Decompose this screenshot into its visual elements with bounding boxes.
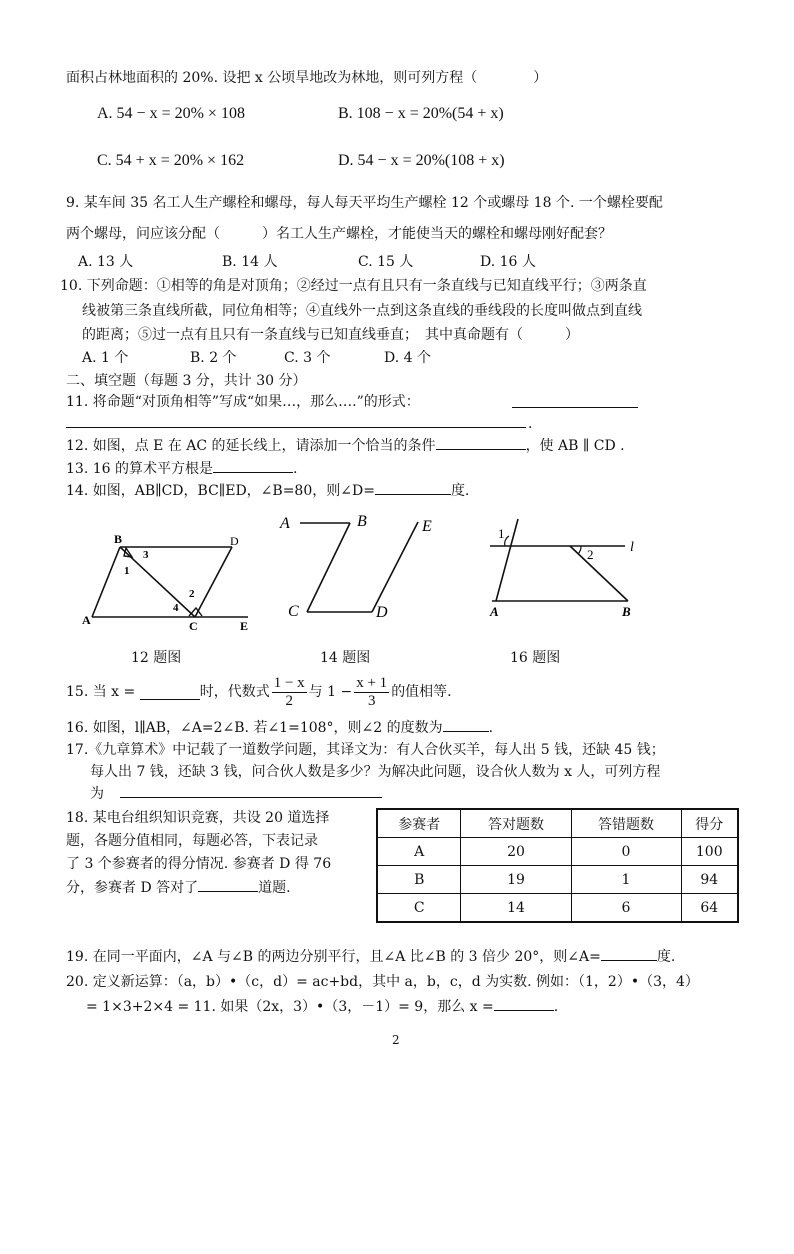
fig12-label-3: 3 <box>143 549 149 561</box>
figure-14 <box>276 506 446 626</box>
table-header-cell: 答对题数 <box>461 809 571 838</box>
q16-line: 16. 如图，l∥AB，∠A=2∠B. 若∠1=108°，则∠2 的度数为 . <box>66 717 493 738</box>
q20-blank[interactable] <box>494 996 554 1011</box>
table-cell: 6 <box>571 894 681 923</box>
q15-fraction-1: $\frac{1 - x}{2}$ <box>273 674 305 709</box>
page-number: 2 <box>392 1033 400 1047</box>
q16-blank[interactable] <box>443 717 489 732</box>
q18-line-4: 分，参赛者 D 答对了 道题. <box>66 877 291 898</box>
table-header-cell: 答错题数 <box>571 809 681 838</box>
table-cell: 64 <box>681 894 738 923</box>
q12-blank[interactable] <box>436 435 526 450</box>
table-cell: 100 <box>681 838 738 866</box>
figure-16 <box>480 515 640 625</box>
q18-line-3: 了 3 个参赛者的得分情况. 参赛者 D 得 76 <box>66 856 332 872</box>
q17-blank[interactable] <box>120 783 382 798</box>
table-header-row <box>377 809 738 838</box>
q8-option-b: B. 108 − x = 20%(54 + x) <box>338 105 504 122</box>
q19-line: 19. 在同一平面内，∠A 与∠B 的两边分别平行，且∠A 比∠B 的 3 倍少 20°，则∠A= 度. <box>66 946 675 967</box>
q9-line-2: 两个螺母，问应该分配（ ）名工人生产螺栓，才能使当天的螺栓和螺母刚好配套？ <box>66 226 612 242</box>
q15-blank[interactable] <box>140 685 200 700</box>
q20-line-1: 20. 定义新运算：（a，b）•（c，d）= ac+bd，其中 a，b，c，d 为实数. 例如：（1，2）•（3，4） <box>66 974 699 990</box>
q8-option-d: D. 54 − x = 20%(108 + x) <box>338 152 505 169</box>
q8-line: 面积占林地面积的 20%. 设把 x 公顷旱地改为林地，则可列方程（ ） <box>66 70 548 86</box>
fig12-label-1: 1 <box>124 565 130 577</box>
q10-line-3: 的距离；⑤过一点有且只有一条直线与已知直线垂直； 其中真命题有（ ） <box>82 327 579 343</box>
table-cell: 1 <box>571 866 681 894</box>
q11-line: 11. 将命题“对顶角相等”写成“如果…，那么….”的形式： <box>66 394 420 410</box>
caption-fig16: 16 题图 <box>510 650 561 666</box>
fig12-label-2: 2 <box>189 588 195 600</box>
table-cell: 94 <box>681 866 738 894</box>
q10-line-1: 10. 下列命题：①相等的角是对顶角；②经过一点有且只有一条直线与已知直线平行；③两条直 <box>60 278 647 294</box>
table-cell: 0 <box>571 838 681 866</box>
q9-option-d: D. 16 人 <box>480 254 536 270</box>
table-header-cell: 参赛者 <box>377 809 461 838</box>
fig16-label-b: B <box>622 604 631 619</box>
table-cell: C <box>377 894 461 923</box>
q15-line: 15. 当 x = 时，代数式 $\frac{1 - x}{2}$ 与 1 − $\frac{x + 1}{3}$ 的值相等. <box>66 674 452 709</box>
q18-line-1: 18. 某电台组织知识竞赛，共设 20 道选择 <box>66 810 330 826</box>
fig16-label-1: 1 <box>498 526 505 541</box>
q13-line: 13. 16 的算术平方根是 . <box>66 458 297 479</box>
q9-option-c: C. 15 人 <box>358 254 414 270</box>
table-row <box>377 894 738 923</box>
table-row <box>377 866 738 894</box>
fig12-label-d: D <box>230 534 239 548</box>
q18-line-2: 题，各题分值相同，每题必答，下表记录 <box>66 833 318 849</box>
q12-line: 12. 如图，点 E 在 AC 的延长线上，请添加一个恰当的条件 ，使 AB ∥ CD . <box>66 435 625 456</box>
q20-line-2: = 1×3+2×4 = 11. 如果（2x，3）•（3，－1）= 9，那么 x = . <box>86 996 558 1017</box>
caption-fig12: 12 题图 <box>131 650 182 666</box>
fig12-label-e: E <box>240 619 249 633</box>
q11-blank-2[interactable] <box>66 427 526 428</box>
table-cell: 19 <box>461 866 571 894</box>
q8-option-a: A. 54 − x = 20% × 108 <box>97 105 245 122</box>
table-cell: 20 <box>461 838 571 866</box>
q11-blank-1[interactable] <box>512 407 638 408</box>
q19-blank[interactable] <box>601 946 657 961</box>
fig14-label-d: D <box>376 604 388 621</box>
table-cell: B <box>377 866 461 894</box>
table-row <box>377 838 738 866</box>
caption-fig14: 14 题图 <box>320 650 371 666</box>
fig14-label-b: B <box>357 513 367 530</box>
q17-line-3: 为 <box>90 783 382 804</box>
q10-option-a: A. 1 个 <box>82 350 129 366</box>
q15-fraction-2: $\frac{x + 1}{3}$ <box>356 674 388 709</box>
q10-line-2: 线被第三条直线所截，同位角相等；④直线外一点到这条直线的垂线段的长度叫做点到直线 <box>82 303 642 319</box>
figure-12 <box>76 530 256 635</box>
q17-line-2: 每人出 7 钱，还缺 3 钱，问合伙人数是多少？为解决此问题，设合伙人数为 x 人，可列方程 <box>90 764 661 780</box>
q10-option-c: C. 3 个 <box>284 350 331 366</box>
fig12-label-a: A <box>82 613 91 627</box>
q10-option-b: B. 2 个 <box>190 350 237 366</box>
table-cell: A <box>377 838 461 866</box>
fig12-label-b: B <box>114 532 123 546</box>
score-table <box>376 808 739 923</box>
table-header-cell: 得分 <box>681 809 738 838</box>
fig12-label-4: 4 <box>173 602 179 614</box>
q10-option-d: D. 4 个 <box>384 350 431 366</box>
q14-line: 14. 如图，AB∥CD，BC∥ED，∠B=80，则∠D= 度. <box>66 480 469 501</box>
section-heading: 二、填空题（每题 3 分，共计 30 分） <box>66 373 307 389</box>
q9-option-b: B. 14 人 <box>222 254 278 270</box>
q9-line-1: 9. 某车间 35 名工人生产螺栓和螺母，每人每天平均生产螺栓 12 个或螺母 18 个. 一个螺栓要配 <box>66 195 663 211</box>
q13-blank[interactable] <box>213 458 293 473</box>
table-cell: 14 <box>461 894 571 923</box>
fig16-label-l: l <box>630 540 634 555</box>
q14-blank[interactable] <box>375 480 451 495</box>
fig16-label-2: 2 <box>587 547 594 562</box>
q9-option-a: A. 13 人 <box>78 254 134 270</box>
q18-blank[interactable] <box>198 877 258 892</box>
fig14-label-e: E <box>422 518 432 535</box>
q8-option-c: C. 54 + x = 20% × 162 <box>97 152 245 169</box>
q17-line-1: 17.《九章算术》中记载了一道数学问题，其译文为：有人合伙买羊，每人出 5 钱，还缺 45 钱； <box>66 742 665 758</box>
fig12-label-c: C <box>189 619 198 633</box>
fig14-label-a: A <box>280 515 290 532</box>
fig16-label-a: A <box>490 604 499 619</box>
fig14-label-c: C <box>288 603 299 620</box>
